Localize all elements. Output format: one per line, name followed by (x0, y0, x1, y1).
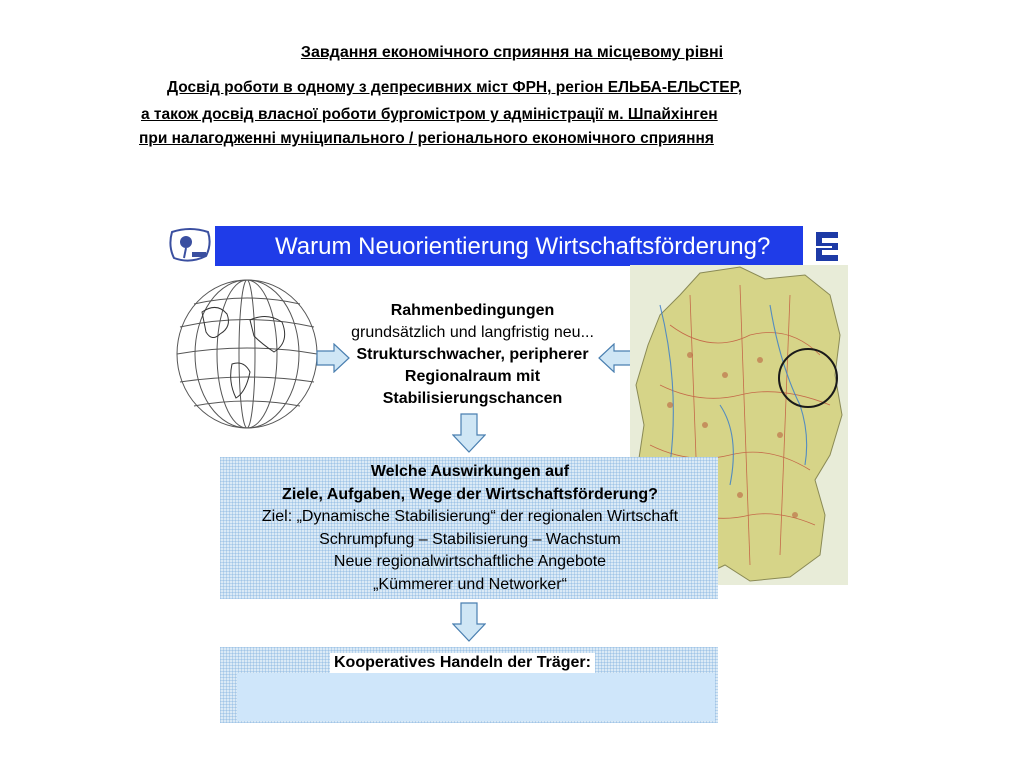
organization-logo (166, 226, 214, 264)
rahmen-line-1: grundsätzlich und langfristig neu... (351, 324, 594, 341)
rahmen-line-4: Stabilisierungschancen (382, 390, 563, 407)
slide-banner (215, 226, 803, 266)
globe-icon (172, 272, 322, 432)
auswirkungen-line-6: „Kümmerer und Networker“ (373, 575, 567, 593)
auswirkungen-line-5: Neue regionalwirtschaftliche Angebote (333, 553, 607, 570)
subtitle-line-2: а також досвід власної роботи бургомістром у адміністрації м. Шпайхінген (141, 106, 718, 123)
auswirkungen-line-1: Welche Auswirkungen auf (370, 463, 570, 480)
auswirkungen-line-4: Schrumpfung – Stabilisierung – Wachstum (319, 530, 621, 548)
rahmen-line-3: Regionalraum mit (404, 368, 541, 385)
subtitle-line-3: при налагодженні муніципального / регіонального економічного сприяння (139, 130, 714, 147)
auswirkungen-line-2: Ziele, Aufgaben, Wege der Wirtschaftsförderung? (282, 485, 658, 503)
rahmen-line-2: Strukturschwacher, peripherer (356, 346, 589, 363)
rahmenbedingungen-block (340, 300, 605, 410)
brand-logo-icon (812, 228, 842, 264)
banner-title: Warum Neuorientierung Wirtschaftsförderung? (275, 233, 771, 260)
rahmen-heading: Rahmenbedingungen (390, 302, 555, 319)
arrow-down-icon (452, 413, 486, 453)
kooperativ-inner-panel (237, 673, 715, 721)
page-title: Завдання економічного сприяння на місцевому рівні (300, 44, 724, 61)
auswirkungen-line-3: Ziel: „Dynamische Stabilisierung“ der regionalen Wirtschaft (261, 508, 679, 525)
kooperativ-label: Kooperatives Handeln der Träger: (330, 653, 595, 673)
subtitle-line-1: Досвід роботи в одному з депресивних міст ФРН, регіон ЕЛЬБА-ЕЛЬСТЕР, (167, 79, 743, 96)
arrow-down-icon (452, 602, 486, 642)
auswirkungen-text (220, 461, 720, 596)
